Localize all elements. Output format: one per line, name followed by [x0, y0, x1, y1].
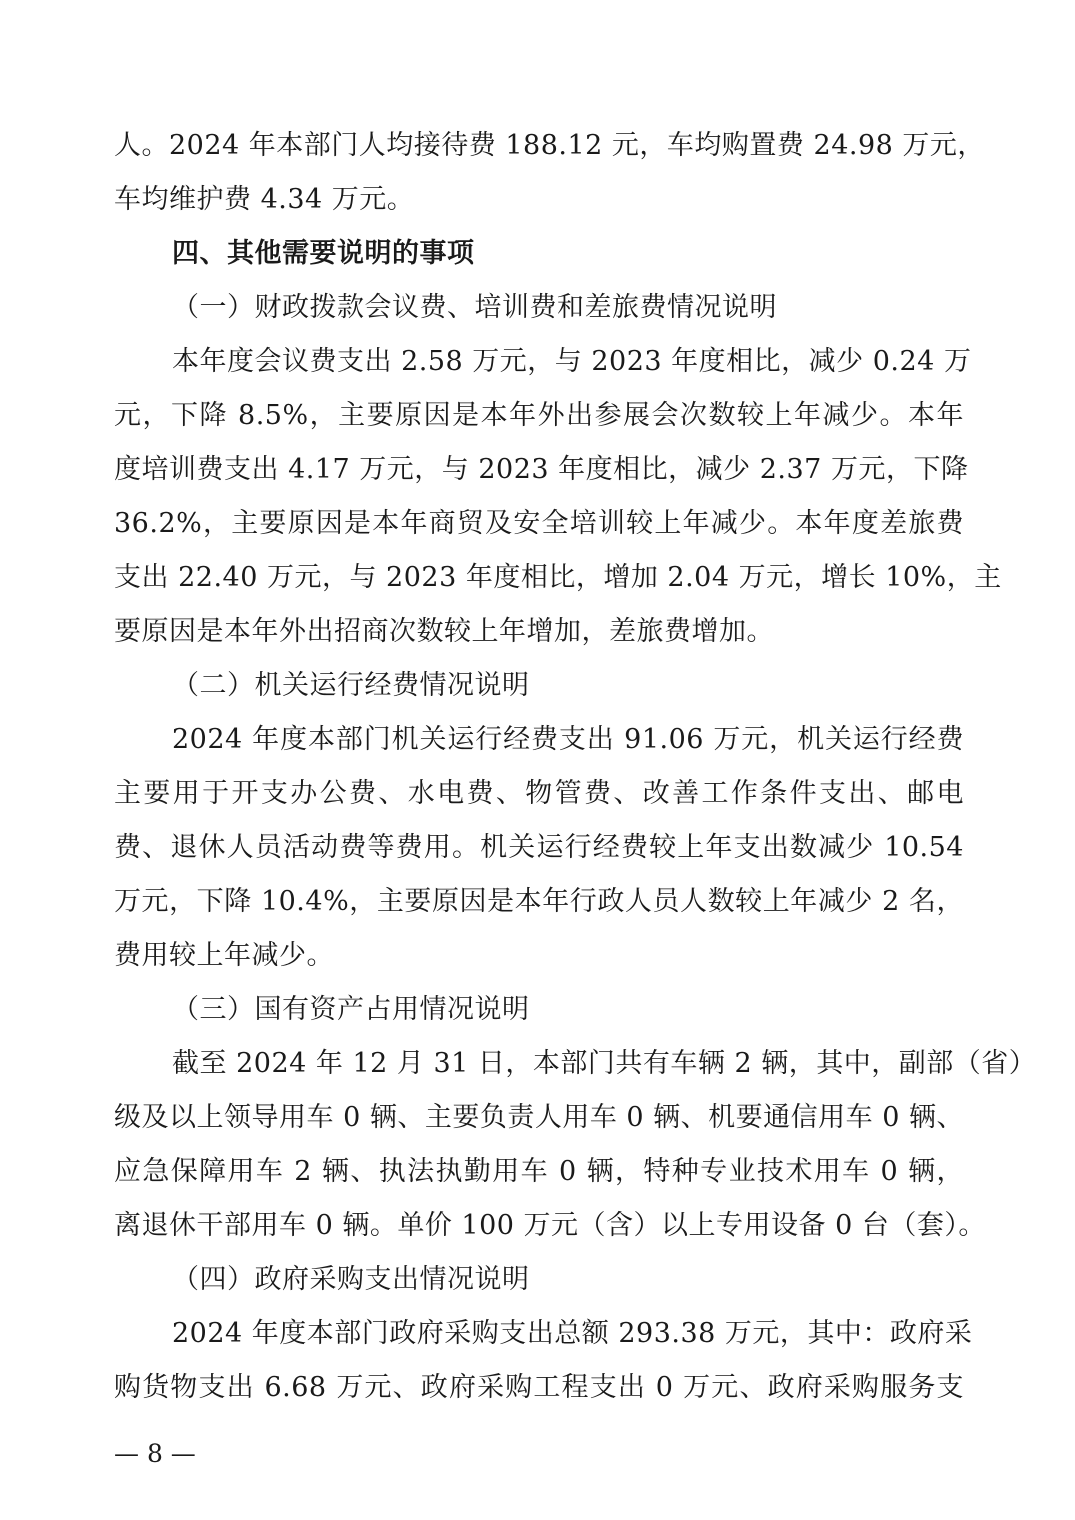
subsection-heading: （二）机关运行经费情况说明 — [172, 670, 530, 701]
paragraph-line: 截至 2024 年 12 月 31 日，本部门共有车辆 2 辆，其中，副部（省） — [172, 1048, 1037, 1079]
paragraph-line: 应急保障用车 2 辆、执法执勤用车 0 辆，特种专业技术用车 0 辆， — [114, 1156, 964, 1187]
subsection-heading: （四）政府采购支出情况说明 — [172, 1264, 530, 1295]
paragraph-line: 2024 年度本部门政府采购支出总额 293.38 万元，其中：政府采 — [172, 1318, 973, 1349]
paragraph-line: 度培训费支出 4.17 万元，与 2023 年度相比，减少 2.37 万元，下降 — [114, 454, 969, 485]
paragraph-line: 2024 年度本部门机关运行经费支出 91.06 万元，机关运行经费 — [172, 724, 964, 755]
paragraph-line: 离退休干部用车 0 辆。单价 100 万元（含）以上专用设备 0 台（套）。 — [114, 1210, 986, 1241]
paragraph-line: 要原因是本年外出招商次数较上年增加，差旅费增加。 — [114, 616, 774, 647]
paragraph-line: 元，下降 8.5%，主要原因是本年外出参展会次数较上年减少。本年 — [114, 400, 964, 431]
paragraph-line: 级及以上领导用车 0 辆、主要负责人用车 0 辆、机要通信用车 0 辆、 — [114, 1102, 965, 1133]
paragraph-line: 36.2%，主要原因是本年商贸及安全培训较上年减少。本年度差旅费 — [114, 508, 964, 539]
section-heading: 四、其他需要说明的事项 — [172, 238, 475, 269]
paragraph-line: 购货物支出 6.68 万元、政府采购工程支出 0 万元、政府采购服务支 — [114, 1372, 964, 1403]
paragraph-line: 人。2024 年本部门人均接待费 188.12 元，车均购置费 24.98 万元， — [114, 130, 985, 161]
subsection-heading: （三）国有资产占用情况说明 — [172, 994, 530, 1025]
paragraph-line: 车均维护费 4.34 万元。 — [114, 184, 415, 215]
paragraph-line: 支出 22.40 万元，与 2023 年度相比，增加 2.04 万元，增长 10%，主 — [114, 562, 1002, 593]
paragraph-line: 费、退休人员活动费等费用。机关运行经费较上年支出数减少 10.54 — [114, 832, 964, 863]
subsection-heading: （一）财政拨款会议费、培训费和差旅费情况说明 — [172, 292, 777, 323]
page-number: — 8 — — [114, 1439, 196, 1468]
paragraph-line: 万元，下降 10.4%，主要原因是本年行政人员人数较上年减少 2 名， — [114, 886, 964, 917]
paragraph-line: 本年度会议费支出 2.58 万元，与 2023 年度相比，减少 0.24 万 — [172, 346, 972, 377]
paragraph-line: 主要用于开支办公费、水电费、物管费、改善工作条件支出、邮电 — [114, 778, 964, 809]
paragraph-line: 费用较上年减少。 — [114, 940, 334, 971]
